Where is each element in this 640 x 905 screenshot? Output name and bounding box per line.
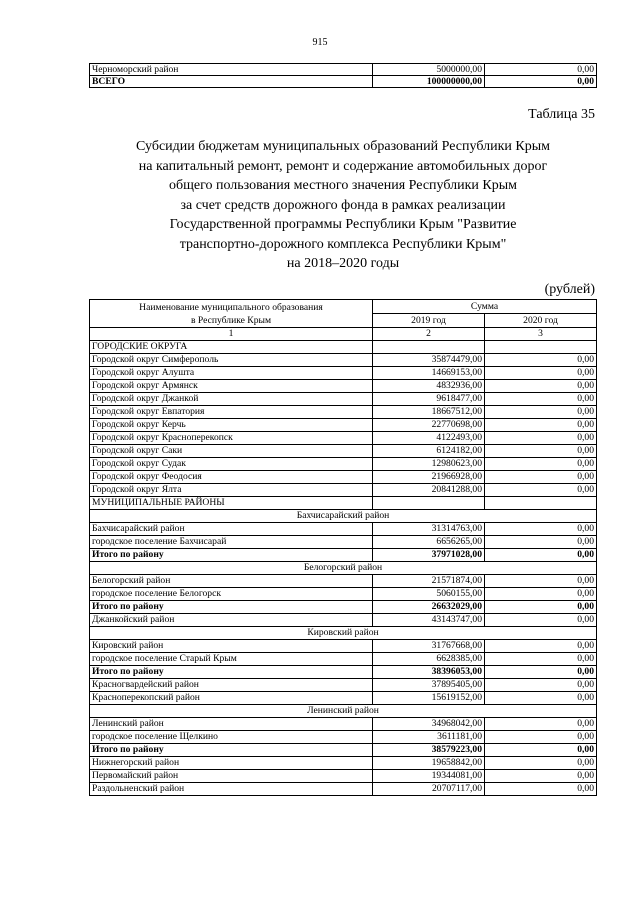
row-value-2020: 0,00: [485, 770, 597, 783]
table-row: [90, 445, 597, 458]
row-value-2019: 5060155,00: [373, 588, 485, 601]
row-value-2019: 20841288,00: [373, 484, 485, 497]
subsidies-table: [89, 299, 597, 796]
table-row: [90, 419, 597, 432]
row-name: Итого по району: [90, 549, 373, 562]
row-value-2020: 0,00: [485, 614, 597, 627]
row-value-2019: 3611181,00: [373, 731, 485, 744]
row-name: Красноперекопский район: [90, 692, 373, 705]
title-line: Субсидии бюджетам муниципальных образований Республики Крым: [136, 139, 550, 154]
district-heading: Ленинский район: [90, 705, 597, 718]
row-name: Черноморский район: [90, 64, 373, 76]
row-name: Кировский район: [90, 640, 373, 653]
row-value-2020: 0,00: [485, 367, 597, 380]
row-value-2019: 4122493,00: [373, 432, 485, 445]
row-value-2020: 0,00: [485, 523, 597, 536]
row-value-2020: 0,00: [485, 458, 597, 471]
table-row: [90, 783, 597, 796]
section-title: ГОРОДСКИЕ ОКРУГА: [90, 341, 373, 354]
table-row: [90, 393, 597, 406]
row-value-2019: 4832936,00: [373, 380, 485, 393]
page-number: 915: [312, 37, 328, 48]
table-row: [90, 640, 597, 653]
row-value-2019: 37895405,00: [373, 679, 485, 692]
row-value-2020: 0,00: [485, 419, 597, 432]
row-name: Итого по району: [90, 744, 373, 757]
row-value-2020: 0,00: [485, 406, 597, 419]
row-value-2020: 0,00: [485, 588, 597, 601]
table-row: [90, 692, 597, 705]
row-value-2020: 0,00: [485, 393, 597, 406]
title-line: общего пользования местного значения Республики Крым: [168, 178, 518, 193]
row-name: Городской округ Ялта: [90, 484, 373, 497]
row-name: Итого по району: [90, 666, 373, 679]
district-heading: Белогорский район: [90, 562, 597, 575]
table-row: [90, 458, 597, 471]
table-row: [90, 523, 597, 536]
column-number-2: 2: [373, 328, 485, 341]
row-value-2019: 19658842,00: [373, 757, 485, 770]
row-value-2019: 21966928,00: [373, 471, 485, 484]
table-row: [90, 770, 597, 783]
row-value-2019: 22770698,00: [373, 419, 485, 432]
row-value-2020: 0,00: [485, 76, 597, 88]
district-total-row: [90, 549, 597, 562]
row-value-2020: 0,00: [485, 536, 597, 549]
header-year-2019: 2019 год: [373, 314, 485, 328]
row-value-2020: 0,00: [485, 432, 597, 445]
section-title: МУНИЦИПАЛЬНЫЕ РАЙОНЫ: [90, 497, 373, 510]
header-name-line1: Наименование муниципального образования: [139, 301, 323, 313]
row-name: Белогорский район: [90, 575, 373, 588]
header-row: [90, 300, 597, 314]
district-heading: Бахчисарайский район: [90, 510, 597, 523]
column-number-row: [90, 328, 597, 341]
row-name: Городской округ Красноперекопск: [90, 432, 373, 445]
row-value-2019: 100000000,00: [373, 76, 485, 88]
section-row: [90, 341, 597, 354]
row-name: городское поселение Щелкино: [90, 731, 373, 744]
table-row: [90, 718, 597, 731]
row-value-2019: 9618477,00: [373, 393, 485, 406]
row-value-2020: 0,00: [485, 757, 597, 770]
table-row: [90, 614, 597, 627]
row-name: городское поселение Бахчисарай: [90, 536, 373, 549]
row-value-2019: 6124182,00: [373, 445, 485, 458]
title-line: Государственной программы Республики Крым "Развитие: [169, 217, 517, 232]
row-name: городское поселение Белогорск: [90, 588, 373, 601]
row-value-2019: 15619152,00: [373, 692, 485, 705]
table-row: [90, 575, 597, 588]
row-value-2020: 0,00: [485, 471, 597, 484]
header-name-cell: [90, 300, 373, 328]
district-total-row: [90, 601, 597, 614]
row-value-2020: 0,00: [485, 640, 597, 653]
district-total-row: [90, 666, 597, 679]
row-value-2020: 0,00: [485, 653, 597, 666]
document-title: [90, 137, 596, 274]
row-value-2019: 14669153,00: [373, 367, 485, 380]
row-name: Первомайский район: [90, 770, 373, 783]
row-value-2020: 0,00: [485, 601, 597, 614]
row-value-2019: 38579223,00: [373, 744, 485, 757]
row-value-2019: 20707117,00: [373, 783, 485, 796]
row-value-2019: 5000000,00: [373, 64, 485, 76]
empty-cell: [485, 497, 597, 510]
table-row: [90, 757, 597, 770]
row-name: Ленинский район: [90, 718, 373, 731]
column-number-3: 3: [485, 328, 597, 341]
row-value-2019: 34968042,00: [373, 718, 485, 731]
table-row: [90, 536, 597, 549]
title-line: на капитальный ремонт, ремонт и содержание автомобильных дорог: [138, 158, 548, 174]
table-row: [90, 354, 597, 367]
row-value-2020: 0,00: [485, 718, 597, 731]
table-row: [90, 380, 597, 393]
table-row: [90, 679, 597, 692]
row-value-2020: 0,00: [485, 484, 597, 497]
row-name: Нижнегорский район: [90, 757, 373, 770]
row-name: городское поселение Старый Крым: [90, 653, 373, 666]
row-name: Итого по району: [90, 601, 373, 614]
row-value-2019: 31314763,00: [373, 523, 485, 536]
row-name: Бахчисарайский район: [90, 523, 373, 536]
title-line: на 2018–2020 годы: [286, 256, 400, 271]
empty-cell: [373, 497, 485, 510]
district-heading-row: [90, 562, 597, 575]
row-name: Городской округ Армянск: [90, 380, 373, 393]
row-value-2020: 0,00: [485, 783, 597, 796]
header-name-line2: в Республике Крым: [190, 314, 272, 326]
district-heading-row: [90, 705, 597, 718]
row-name: ВСЕГО: [90, 76, 373, 88]
empty-cell: [485, 341, 597, 354]
row-value-2019: 18667512,00: [373, 406, 485, 419]
table-row: [90, 367, 597, 380]
units-label: (рублей): [544, 282, 595, 297]
row-name: Городской округ Феодосия: [90, 471, 373, 484]
column-number-1: 1: [90, 328, 373, 341]
row-name: Городской округ Джанкой: [90, 393, 373, 406]
section-row: [90, 497, 597, 510]
table-caption: Таблица 35: [528, 107, 595, 122]
table-row: [90, 484, 597, 497]
row-value-2020: 0,00: [485, 692, 597, 705]
row-value-2019: 12980623,00: [373, 458, 485, 471]
table-row: [90, 471, 597, 484]
row-value-2019: 6656265,00: [373, 536, 485, 549]
continued-table: [89, 63, 597, 88]
table-row: [90, 406, 597, 419]
row-value-2020: 0,00: [485, 380, 597, 393]
district-total-row: [90, 744, 597, 757]
row-name: Красногвардейский район: [90, 679, 373, 692]
row-value-2019: 21571874,00: [373, 575, 485, 588]
row-name: Городской округ Евпатория: [90, 406, 373, 419]
row-value-2020: 0,00: [485, 354, 597, 367]
row-value-2019: 43143747,00: [373, 614, 485, 627]
row-name: Городской округ Алушта: [90, 367, 373, 380]
row-value-2020: 0,00: [485, 679, 597, 692]
row-value-2019: 26632029,00: [373, 601, 485, 614]
row-name: Городской округ Симферополь: [90, 354, 373, 367]
title-line: за счет средств дорожного фонда в рамках реализации: [180, 197, 506, 213]
row-value-2019: 6628385,00: [373, 653, 485, 666]
row-value-2020: 0,00: [485, 549, 597, 562]
header-year-2020: 2020 год: [485, 314, 597, 328]
row-name: Раздольненский район: [90, 783, 373, 796]
empty-cell: [373, 341, 485, 354]
row-value-2019: 19344081,00: [373, 770, 485, 783]
row-value-2019: 31767668,00: [373, 640, 485, 653]
table-row: [90, 64, 597, 76]
row-value-2019: 37971028,00: [373, 549, 485, 562]
title-line: транспортно-дорожного комплекса Республики Крым": [179, 236, 507, 252]
grand-total-row: [90, 76, 597, 88]
table-row: [90, 588, 597, 601]
table-row: [90, 731, 597, 744]
row-name: Городской округ Саки: [90, 445, 373, 458]
district-heading: Кировский район: [90, 627, 597, 640]
row-value-2019: 38396053,00: [373, 666, 485, 679]
row-value-2020: 0,00: [485, 731, 597, 744]
row-value-2020: 0,00: [485, 744, 597, 757]
row-name: Джанкойский район: [90, 614, 373, 627]
district-heading-row: [90, 510, 597, 523]
row-name: Городской округ Судак: [90, 458, 373, 471]
row-name: Городской округ Керчь: [90, 419, 373, 432]
header-sum: Сумма: [373, 300, 597, 314]
district-heading-row: [90, 627, 597, 640]
row-value-2020: 0,00: [485, 445, 597, 458]
row-value-2020: 0,00: [485, 666, 597, 679]
row-value-2019: 35874479,00: [373, 354, 485, 367]
row-value-2020: 0,00: [485, 64, 597, 76]
table-row: [90, 432, 597, 445]
table-row: [90, 653, 597, 666]
row-value-2020: 0,00: [485, 575, 597, 588]
